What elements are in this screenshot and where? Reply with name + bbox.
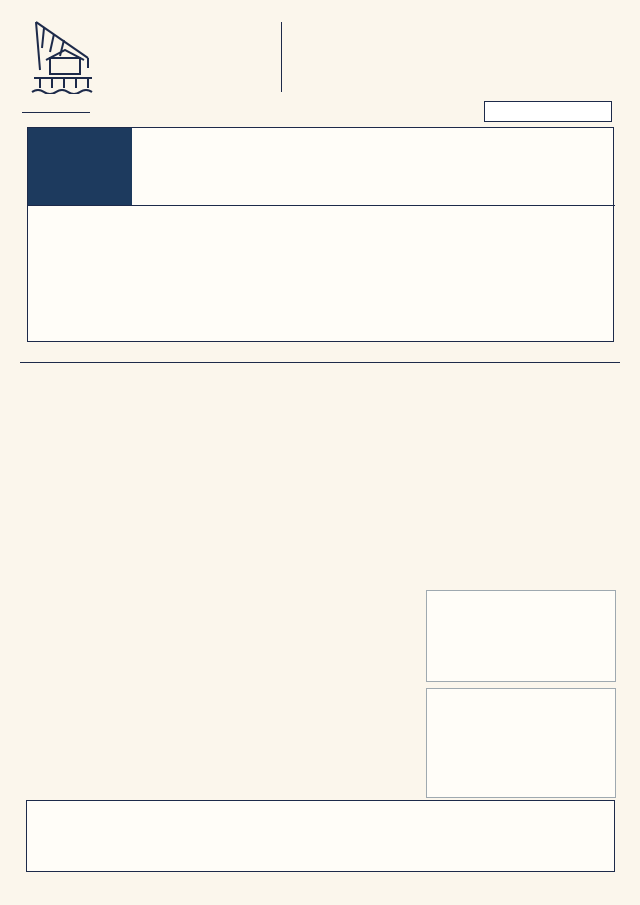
pier-crane-logo bbox=[30, 18, 96, 94]
tagline-rule bbox=[22, 112, 90, 113]
morning-menu bbox=[28, 355, 210, 585]
header-divider bbox=[281, 22, 282, 92]
date-range-badge bbox=[484, 101, 612, 122]
lunch-menu bbox=[232, 355, 414, 595]
afternoon-menu bbox=[430, 355, 612, 585]
extras-box bbox=[426, 688, 616, 798]
dinner-menu bbox=[28, 618, 412, 798]
weekly-schedule bbox=[27, 127, 614, 342]
header bbox=[0, 0, 640, 98]
drinks-box bbox=[26, 800, 615, 872]
schedule-heading bbox=[28, 128, 132, 205]
addons-box bbox=[426, 590, 616, 682]
schedule-timeline bbox=[132, 206, 613, 342]
